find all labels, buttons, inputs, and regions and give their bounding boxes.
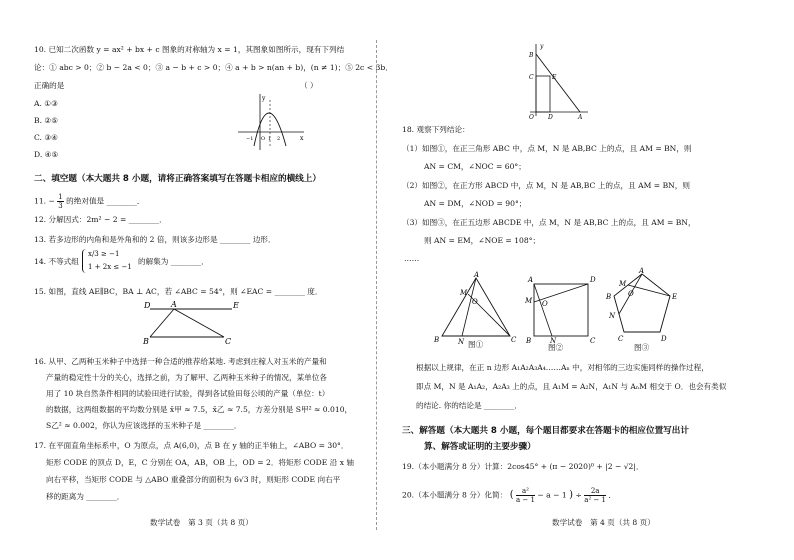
q11-fraction — [57, 193, 63, 210]
q20-right-paren: ) — [569, 489, 574, 501]
q15-label-a: A — [171, 300, 177, 309]
q17-label-y: y — [540, 43, 544, 50]
q17-line1: 17. 在平面直角坐标系中，O 为原点，点 A(6,0)，点 B 在 y 轴的正半轴上，∠ABO = 30°． — [34, 441, 349, 450]
q18-figure2-square — [522, 272, 602, 344]
q20-fraction-2 — [584, 487, 606, 504]
fig2-label-d: D — [590, 276, 596, 284]
fig3-label-e: E — [672, 293, 678, 301]
q17-label-d: D — [548, 114, 553, 120]
q18-conclusion3-a: （3）如图③，在正五边形 ABCDE 中，点 M，N 是 AB,BC 上的点，且 AM = BN， — [402, 218, 696, 227]
q17-rectangle-code — [536, 76, 550, 112]
q17-line2: 矩形 CODE 的顶点 D，E，C 分别在 OA，AB，OB 上，OD = 2．将矩形 CODE 沿 x 轴 — [46, 458, 354, 467]
left-page — [0, 0, 393, 560]
q17-coordinate-figure — [522, 40, 592, 120]
q18-conclusion1-b: AN = CM，∠NOC = 60°； — [424, 162, 526, 171]
q20-text — [402, 487, 616, 504]
fig2-label-c: C — [590, 337, 596, 344]
q15-label-e: E — [233, 301, 239, 310]
q20-fraction-1-numerator: a² — [516, 487, 535, 496]
q20-fraction-1 — [516, 487, 535, 504]
fig2-square-abcd — [534, 284, 588, 336]
fig2-caption: 图② — [548, 343, 564, 352]
fig2-label-o: O — [542, 300, 548, 308]
q10-x-label: x — [300, 135, 304, 142]
fig3-label-c: C — [618, 335, 624, 343]
q15-label-d: D — [144, 301, 151, 310]
q10-tick-2: 2 — [277, 136, 281, 142]
q20-middle-term: − a − 1 — [537, 490, 567, 500]
q20-end: ． — [608, 490, 617, 500]
q11-prefix: 11. − — [34, 196, 55, 206]
q15-label-c: C — [225, 337, 232, 345]
q17-line3: 向右平移，当矩形 CODE 与 △ABO 重叠部分的面积为 6√3 时，则矩形 CODE 向右平 — [46, 475, 341, 484]
fig2-label-a: A — [528, 276, 534, 284]
q16-line2: 产量的稳定性十分的关心，选择之前，为了解甲、乙两种玉米种子的情况，某单位各 — [46, 373, 327, 382]
fig2-label-m: M — [525, 297, 533, 305]
q10-line3: 正确的是 — [34, 81, 65, 90]
q19-text: 19.（本小题满分 8 分）计算：2cos45° + (π − 2020)⁰ + |2 − √2|． — [402, 462, 644, 471]
fig2-label-b: B — [526, 337, 532, 344]
q18-figure3-pentagon — [604, 266, 684, 344]
q18-conclusion-line1: 根据以上规律，在正 n 边形 A₁A₂A₃A₄……Aₙ 中，对相邻的三边实施同样的操作过程， — [416, 363, 709, 372]
q10-option-a: A. ①③ — [34, 99, 58, 108]
fig2-label-n: N — [550, 337, 557, 344]
q10-parabola-graph — [236, 90, 308, 152]
q17-label-o: O — [529, 114, 534, 120]
q18-conclusion-line3: 的结论. 你的结论是 ________． — [416, 401, 522, 410]
q16-line3: 用了 10 块自然条件相同的试验田进行试验，得到各试验田每公顷的产量（单位：t） — [46, 389, 330, 398]
fig1-triangle-abc — [442, 278, 510, 336]
fig3-label-a: A — [639, 267, 645, 275]
q16-line5: S乙² ≈ 0.002，你认为应该选择的玉米种子是 ________． — [46, 421, 242, 430]
fig1-label-c: C — [511, 336, 517, 344]
fig3-label-n: N — [609, 312, 616, 320]
q10-answer-paren: （ ） — [300, 81, 318, 90]
q18-conclusion2-b: AN = DM，∠NOD = 90°； — [424, 199, 527, 208]
q17-label-e: E — [552, 74, 557, 81]
q18-conclusion1-a: （1）如图①，在正三角形 ABC 中，点 M，N 是 AB,BC 上的点，且 AM = BN，则 — [402, 144, 692, 153]
fig2-line-an — [534, 284, 552, 336]
q20-divide-sign: ÷ — [575, 490, 582, 500]
q11-numerator: 1 — [58, 193, 63, 201]
fig3-label-m: M — [619, 280, 627, 288]
q16-line1: 16. 从甲、乙两种玉米种子中选择一种合适的推荐给某地. 考虑到庄稼人对玉米的产量和 — [34, 357, 327, 366]
left-page-footer: 数学试卷 第 3 页（共 8 页） — [150, 518, 253, 527]
q14-prefix: 14. 不等式组 — [34, 257, 79, 266]
fig3-label-b: B — [606, 293, 612, 301]
q12-text: 12. 分解因式：2m² − 2 = ________． — [34, 215, 167, 224]
q20-left-paren: ( — [509, 489, 514, 501]
q17-line4: 移的距离为 ________． — [46, 492, 125, 501]
q17-label-b: B — [529, 52, 534, 59]
q10-line2: 论：① abc > 0；② b − 2a < 0；③ a − b + c > 0；④ a + b > n(an + b)，(n ≠ 1)；⑤ 2c < 3b． — [34, 63, 393, 72]
q10-tick-neg1: −1 — [246, 136, 254, 142]
q10-y-label: y — [262, 95, 266, 102]
fig3-caption: 图③ — [634, 343, 650, 352]
fig1-label-a: A — [474, 271, 480, 279]
q15-line-ac — [174, 309, 224, 337]
q18-ellipsis: …… — [404, 254, 420, 263]
fig3-label-d: D — [661, 335, 667, 343]
q15-figure — [140, 299, 240, 345]
q16-line4: 的数据，这两组数据的平均数分别是 x̄甲 ≈ 7.5，x̄乙 ≈ 7.5，方差分别是 S甲² ≈ 0.010， — [46, 405, 353, 414]
section3-heading-line1: 三、解答题（本大题共 8 小题，每个题目都要求在答题卡的相应位置写出计 — [402, 426, 689, 436]
fig1-label-m: M — [460, 289, 468, 297]
q18-conclusion-line2: 即点 M，N 是 A₁A₂，A₂A₃ 上的点，且 A₁M = A₂N，A₁N 与 AₙM 相交于 O．也会有类似 — [416, 382, 727, 391]
q15-line-ab — [150, 309, 174, 337]
q17-label-c: C — [529, 74, 534, 81]
section2-heading: 二、填空题（本大题共 8 小题，请将正确答案填写在答题卡相应的横线上） — [34, 174, 321, 184]
q14-inequality-2: 1 + 2x ≤ −1 — [88, 263, 132, 271]
fig1-label-b: B — [434, 336, 440, 344]
fig1-line-an — [462, 278, 476, 336]
fig1-caption: 图① — [468, 340, 484, 349]
q10-tick-1: 1 — [268, 136, 272, 142]
q10-option-b: B. ②⑤ — [34, 116, 59, 125]
q14-suffix: 的解集为 ________． — [138, 257, 209, 266]
right-page — [382, 0, 794, 560]
q18-conclusion2-a: （2）如图②，在正方形 ABCD 中，点 M，N 是 AB,BC 上的点，且 AM = BN，则 — [402, 181, 690, 190]
fig1-label-n: N — [458, 338, 465, 346]
fig1-label-o: O — [472, 298, 478, 306]
section3-heading-line2: 算、解答或证明的主要步骤） — [424, 442, 536, 452]
page-divider — [376, 40, 377, 530]
q11-text — [34, 193, 145, 210]
q13-text: 13. 若多边形的内角和是外角和的 2 倍，则该多边形是 ________ 边形． — [34, 235, 276, 244]
q14-inequality-1: x/3 ≥ −1 — [88, 250, 120, 258]
q15-label-b: B — [143, 337, 149, 345]
q18-intro: 18. 观察下列结论： — [402, 125, 470, 134]
q11-denominator: 3 — [58, 202, 63, 210]
q20-fraction-1-denominator: a − 1 — [516, 496, 535, 504]
right-page-footer: 数学试卷 第 4 页（共 8 页） — [552, 518, 655, 527]
q10-option-c: C. ③④ — [34, 133, 58, 142]
q17-line-ab — [536, 54, 580, 112]
q18-conclusion3-b: 则 AN = EM，∠NOE = 108°； — [424, 236, 541, 245]
q20-fraction-2-numerator: 2a — [584, 487, 606, 496]
q10-line1: 10. 已知二次函数 y = ax² + bx + c 图象的对称轴为 x = 1，其图象如图所示，现有下列结 — [34, 45, 345, 54]
q15-text: 15. 如图，直线 AE∥BC，BA ⊥ AC，若 ∠ABC = 54°，则 ∠EAC = ________ 度． — [34, 287, 323, 296]
q10-option-d: D. ④⑤ — [34, 150, 59, 159]
q20-prefix: 20.（本小题满分 8 分）化简： — [402, 490, 508, 500]
fig3-label-o: O — [628, 290, 634, 298]
q10-o-label: O — [261, 136, 266, 142]
q20-fraction-2-denominator: a² − 1 — [584, 496, 607, 504]
q17-label-a: A — [578, 114, 583, 120]
q11-suffix: 的绝对值是 ________． — [66, 196, 145, 206]
